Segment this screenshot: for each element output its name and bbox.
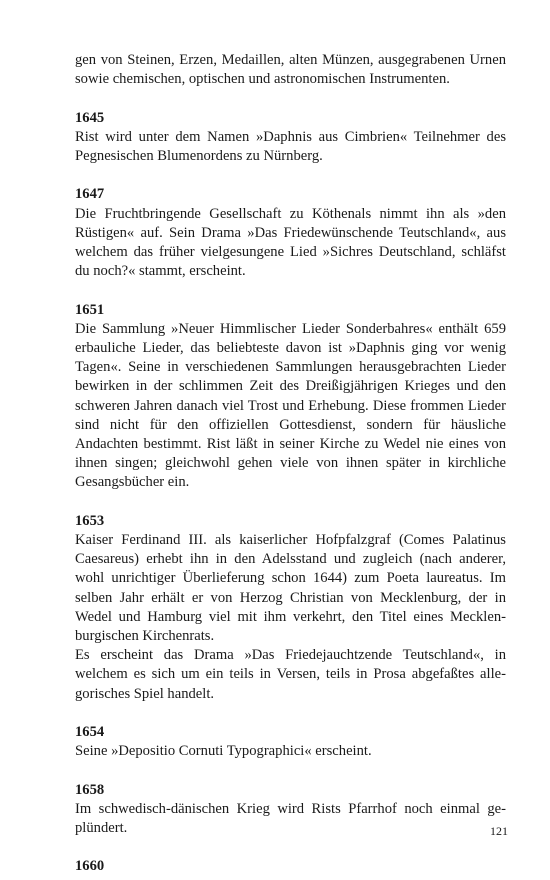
entry-year: 1647 xyxy=(75,186,105,203)
entry-year: 1651 xyxy=(75,301,105,318)
entry-text: Seine »Depositio Cornuti Typographici« erscheint. xyxy=(75,743,372,760)
entry-text: Im schwedisch-dänischen Krieg wird Rists Pfarrhof noch einmal geplündert. xyxy=(75,800,506,837)
entry-1651 xyxy=(75,301,506,493)
page-number: 121 xyxy=(490,824,508,838)
entry-text: Rist wird unter dem Namen »Daphnis aus Cimbrien« Teilnehmer des Pegnesischen Blumenordens zu Nürnberg. xyxy=(75,128,506,164)
entry-year: 1660 xyxy=(75,858,105,875)
entry-1660 xyxy=(75,857,506,876)
entry-year: 1653 xyxy=(75,512,105,529)
entry-year: 1654 xyxy=(75,724,105,741)
entry-text: Kaiser Ferdinand III. als kaiserlicher Hofpfalzgraf (Comes Palatinus Caesareus) erhebt ihn in den Adelsstand und zugleich (nach anderer, wohl unrichtiger Überlieferung schon 1644) zum Poeta laureatus. Im selben Jahr erhält er von Herzog Christian von Mecklenburg, der in Wedel und Hamburg viel mit ihm verkehrt, den Titel eines Mecklenburgischen Kirchenrats. xyxy=(75,532,506,645)
entry-1658 xyxy=(75,781,506,839)
entry-text: Es erscheint das Drama »Das Friedejauchtzende Teutschland«, in welchem es sich um ein teils in Versen, teils in Prosa abgefaßtes allegorisches Spiel handelt. xyxy=(75,647,506,702)
intro-paragraph: gen von Steinen, Erzen, Medaillen, alten Münzen, ausgegrabenen Urnen sowie chemischen, optischen und astronomischen Instrumenten. xyxy=(75,52,506,88)
entry-text: Die Sammlung »Neuer Himmlischer Lieder Sonderbahres« enthält 659 erbauliche Lieder, das beliebteste davon ist »Daphnis ging vor wenig Tagen«. Seine in verschiedenen Sammlungen herausgebrachten Lieder bewirken in der schlimmen Zeit des Dreißigjährigen Krieges und den schweren Jahren danach viel Trost und Erhebung. Diese frommen Lieder sind nicht für den offiziellen Gottesdienst, sondern für häusliche Andachten bestimmt. Rist läßt in seiner Kirche zu Wedel nie eines von ihnen singen; gleichwohl gehen viele von ihnen später in kirchliche Gesangsbücher ein. xyxy=(75,320,506,491)
entry-year: 1645 xyxy=(75,109,105,126)
entry-year: 1658 xyxy=(75,781,105,798)
entry-text: Die Fruchtbringende Gesellschaft zu Köthenals nimmt ihn als »den Rüstigen« auf. Sein Drama »Das Friedewünschende Teutschland«, aus welchem das früher vielgesungene Lied »Sichres Deutschland, schläfst du noch?« stammt, erscheint. xyxy=(75,205,506,280)
page-body xyxy=(75,51,506,877)
entry-1647 xyxy=(75,185,506,281)
entry-1654 xyxy=(75,723,506,761)
entry-1645 xyxy=(75,109,506,167)
entry-1653 xyxy=(75,512,506,704)
